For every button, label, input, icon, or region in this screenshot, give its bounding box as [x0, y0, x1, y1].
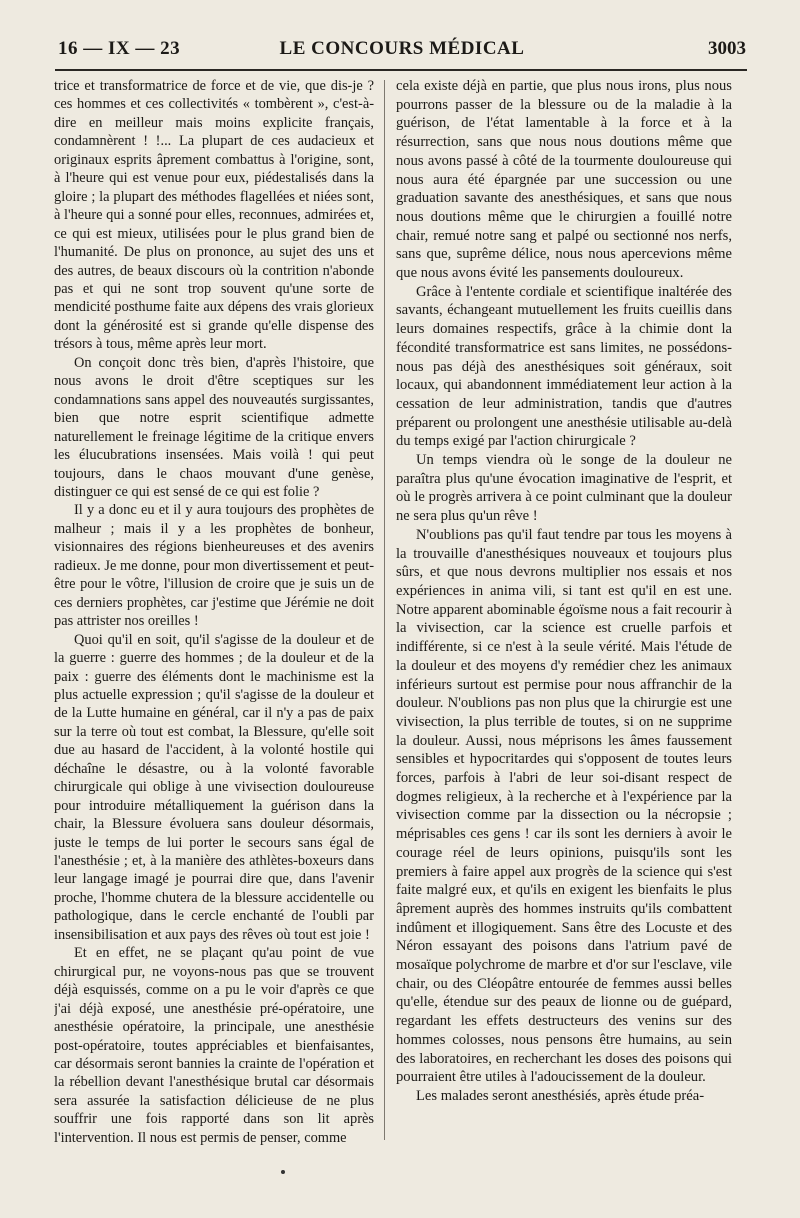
page-number: 3003	[708, 38, 746, 59]
paragraph: Un temps viendra où le songe de la douleur ne paraîtra plus qu'une évocation imaginative de l'esprit, et où le progrès arrivera à ce point culminant que la douleur ne sera plus qu'un rêve !	[396, 452, 732, 525]
issue-date: 16 — IX — 23	[58, 38, 181, 59]
paragraph: Il y a donc eu et il y aura toujours des prophètes de malheur ; mais il y a les prophètes de bonheur, visionnaires des régions bienheureuses et des avenirs radieux. Je me donne, pour mon divertissement et peut-être pour le vôtre, l'illusion de croire que je suis un de ces derniers prophètes, car j'estime que Jérémie ne doit pas attrister nos oreilles !	[54, 502, 374, 630]
right-column	[396, 77, 732, 1157]
left-column	[54, 77, 374, 1157]
paragraph: Les malades seront anesthésiés, après étude préa-	[416, 1087, 705, 1104]
paragraph: cela existe déjà en partie, que plus nous irons, plus nous pourrons passer de la blessure ou de la maladie à la guérison, de l'état lamentable à la force et à la résurrection, sans que nous nous doutions même que nous avons passé à côté de la tourmente douloureuse qui nous aura été épargnée par une succession ou une graduation savante des anesthésiques, et sans que nous nous doutions même que le chirurgien a fouillé notre chair, remué notre sang et palpé ou sectionné nos nerfs, sans que, suprême délice, nous nous apercevions même que nous avons évité les pansements douloureux.	[396, 78, 732, 282]
paragraph: trice et transformatrice de force et de vie, que dis-je ? ces hommes et ces collectivités « tombèrent », c'est-à-dire en meilleur mais moins explicite français, condamnèrent ! !... La plupart de ces audacieux et originaux esprits âprement combattus à l'origine, sont, à l'heure qui est venue pour eux, piédestalisés dans la gloire ; la plupart des méthodes flagellées et niées sont, à l'heure qui a sonné pour elles, reconnues, admirées et, ce qui est mieux, utilisées pour le plus grand bien de l'humanité. De plus on prononce, au sujet des uns et des autres, de beaux discours où la contrition n'abonde pas et qui ne sont trop souvent qu'une sorte de mendicité posthume faite aux dépens des vrais glorieux dont la générosité est si grande qu'elle dispense des trésors à tous, même après leur mort.	[54, 78, 374, 353]
paragraph: Et en effet, ne se plaçant qu'au point de vue chirurgical pur, ne voyons-nous pas que se trouvent déjà esquissés, comme on a pu le voir d'après ce que j'ai déjà exposé, une anesthésie pré-opératoire, une anesthésie opératoire, la principale, une anesthésie post-opératoire, toutes appréciables et bienfaisantes, car désormais seront bannies la crainte de l'opération et la rébellion devant l'anesthésique brutal car désormais sera assurée la satisfaction délicieuse de ne plus souffrir une fois rapporté dans son lit après l'intervention. Il nous est permis de penser, comme	[54, 945, 374, 1146]
paragraph: N'oublions pas qu'il faut tendre par tous les moyens à la trouvaille d'anesthésiques nouveaux et toujours plus sûrs, et que nous devrons multiplier nos essais et nos expériences in anima vili, si tant est qu'il en est une. Notre apparent abominable égoïsme nous a fait recourir à la vivisection, car la science est cruelle parfois et indifférente, si ce n'est à la seule vérité. Mais l'étude de la douleur et des moyens d'y remédier chez les animaux inférieurs surtout est permise pour nous affranchir de la douleur. N'oublions pas non plus que la chirurgie est une vivisection, la plus terrible de toutes, si on ne supprime la douleur. Aussi, nous méprisons les âmes faussement sensibles et hypocritardes qui s'opposent de toutes leurs forces, parfois à l'abri de leur soi-disant respect de dogmes religieux, à la recherche et à l'expérience par la vivisection comme par la dissection ou la nécropsie ; méprisables ces gens ! car ils sont les derniers à avoir le courage réel de leurs opinions, puisqu'ils sont les premiers à faire appel aux progrès de la science qui s'est faite malgré eux, et qu'ils en exigent les bienfaits le plus âprement auprès des hommes instruits qu'ils combattent indûment et illogiquement. Sans être des Locuste et des Néron essayant des poisons dans l'atrium pavé de mosaïque polychrome de marbre et d'or sur l'esclave, vile chair, ou des Cléopâtre entourée de femmes aussi belles qu'elle, étendue sur des peaux de lionne ou de guépard, regardant les effets destructeurs des venins sur des hommes colosses, nous pensons être humains, au sein des laboratoires, en recherchant les doses des poisons qui pourraient être utiles à l'adoucissement de la douleur.	[396, 526, 732, 1086]
paragraph: Grâce à l'entente cordiale et scientifique inaltérée des savants, échangeant mutuellement les fruits cueillis dans leurs domaines respectifs, grâce à la chimie dont la fécondité transformatrice est sans limites, ne possédons-nous pas déjà des anesthésiques soit généraux, soit locaux, qui abandonnent immédiatement leur action à la cessation de leur administration, tandis que d'autres préparent ou prolongent une anesthésie utilisable au-delà du temps exigé par l'action chirurgicale ?	[396, 283, 732, 450]
paragraph: Quoi qu'il en soit, qu'il s'agisse de la douleur et de la guerre : guerre des hommes ; de la douleur et de la paix : guerre des éléments dont le machinisme est la plus actuelle expression ; qu'il s'agisse de la douleur et de la Lutte humaine en général, car il n'y a pas de paix sur la terre où tout est combat, la Blessure, qu'elle soit due au hasard de l'accident, à la volonté hostile qui déchaîne le désastre, ou à la volonté favorable chirurgicale qui oblige à une vivisection douloureuse pour introduire métalliquement la guérison dans la chair, la Blessure évoluera sans douleur désormais, juste le temps de lui porter le secours sans égal de l'anesthésie ; et, à la manière des athlètes-boxeurs dans leur langage imagé je pourrai dire que, dans l'avenir proche, l'homme chutera de la blessure accidentelle ou pathologique, dans le cercle enchanté de l'oubli par insensibilisation et aux pays des rêves où tout est joie !	[54, 631, 374, 943]
journal-title: LE CONCOURS MÉDICAL	[279, 38, 525, 59]
running-header	[58, 34, 746, 66]
header-rule	[55, 69, 747, 71]
ink-speck	[281, 1170, 285, 1174]
column-divider	[384, 80, 385, 1140]
paragraph: On conçoit donc très bien, d'après l'histoire, que nous avons le droit d'être sceptiques sur les condamnations sans appel des nouveautés surgissantes, bien que notre esprit scientifique admette naturellement le freinage légitime de la critique envers les élucubrations insensées. Mais voilà ! qui peut toujours, dans le chaos mouvant d'une genèse, distinguer ce qui est sensé de ce qui est folie ?	[54, 354, 374, 500]
